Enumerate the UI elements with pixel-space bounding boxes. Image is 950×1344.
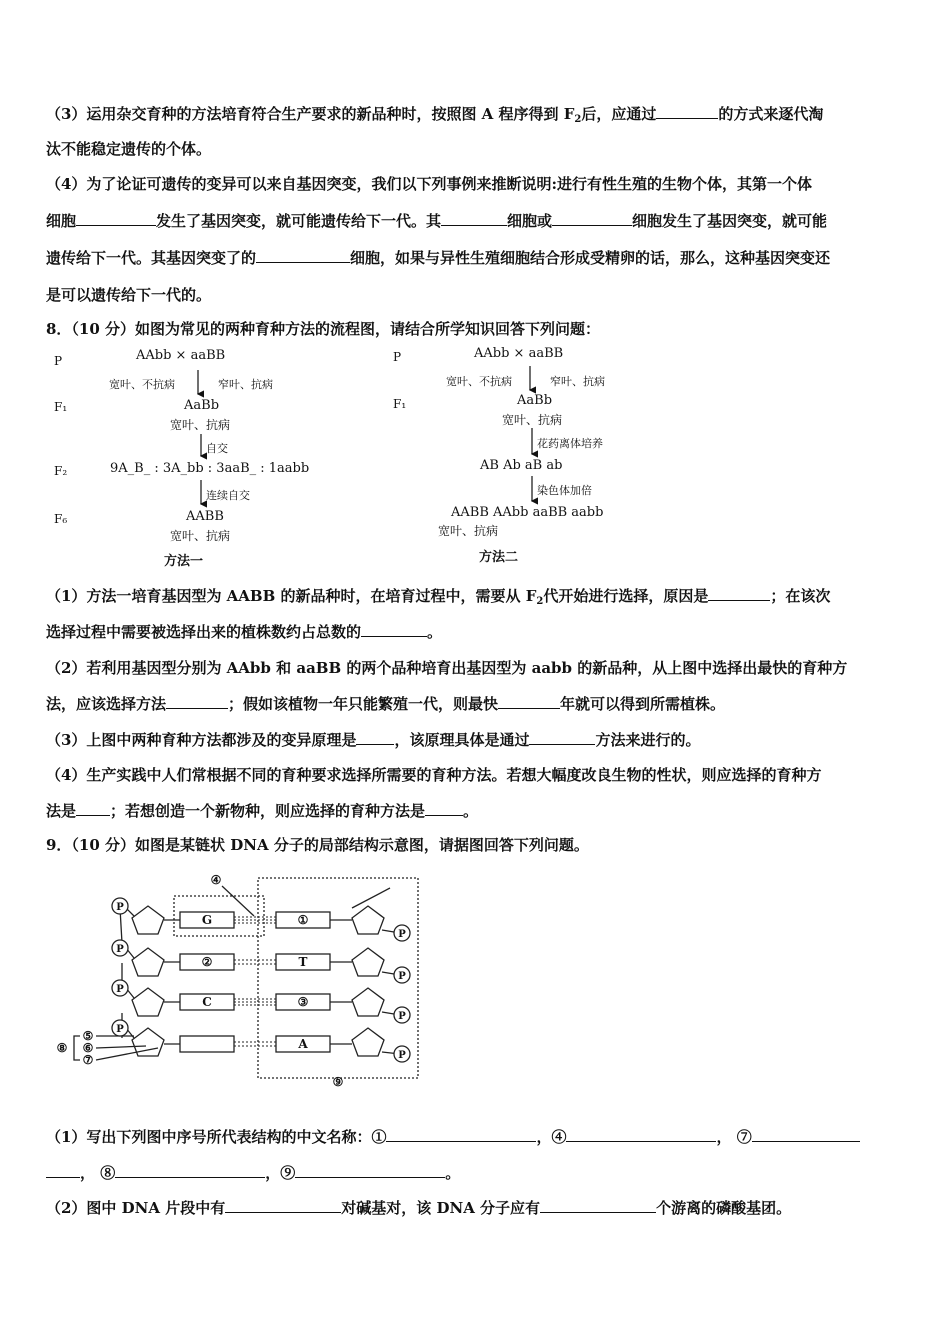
- sugar-1: [132, 906, 164, 934]
- q8-sub3: （3）上图中两种育种方法都涉及的变异原理是 ，该原理具体是通过 方法来进行的。: [46, 731, 701, 749]
- q9-title: 9．（10 分）如图是某链状 DNA 分子的局部结构示意图，请据图回答下列问题。: [46, 836, 589, 854]
- m1-step-selfing: 自交: [206, 442, 228, 455]
- answer-blank[interactable]: [46, 1163, 80, 1178]
- h-bonds-4: [234, 1042, 276, 1046]
- answer-blank[interactable]: [752, 1127, 860, 1142]
- m2-p-label: P: [393, 350, 402, 364]
- q7-part4-line1: （4）为了论证可遗传的变异可以来自基因突变，我们以下列事例来推断说明:进行有性生殖的生物个体，其第一个体: [46, 175, 812, 193]
- phosphate-label: P: [398, 971, 406, 982]
- q8-sub4-line1: （4）生产实践中人们常根据不同的育种要求选择所需要的育种方法。若想大幅度改良生物的性状，则应选择的育种方: [46, 766, 822, 784]
- left-backbone: [120, 908, 122, 1038]
- m1-f2-ratio: 9A_B_ : 3A_bb : 3aaB_ : 1aabb: [110, 461, 310, 476]
- h-bonds-1: [234, 917, 276, 923]
- answer-blank[interactable]: [529, 730, 595, 745]
- label-7: ⑦: [82, 1053, 94, 1067]
- m1-f1-genotype: AaBb: [184, 398, 220, 413]
- m2-gametes: AB Ab aB ab: [480, 458, 563, 473]
- m2-f1-genotype: AaBb: [517, 393, 553, 408]
- m1-f1-phenotype: 宽叶、抗病: [170, 418, 231, 432]
- m1-p-label: P: [54, 354, 63, 368]
- q8-sub1-line2: 选择过程中需要被选择出来的植株数约占总数的 。: [46, 623, 443, 641]
- m2-parent-left-phenotype: 宽叶、不抗病: [446, 375, 512, 388]
- label-8: ⑧: [56, 1041, 68, 1055]
- dna-structure-diagram: [50, 868, 430, 1090]
- base-3-label: ③: [297, 995, 309, 1009]
- phosphate-label: P: [116, 944, 124, 955]
- m1-f6-phenotype: 宽叶、抗病: [170, 529, 231, 543]
- answer-blank[interactable]: [76, 801, 110, 816]
- m2-step-doubling: 染色体加倍: [537, 484, 592, 497]
- sugar-6: [352, 948, 384, 976]
- q9-sub2: （2）图中 DNA 片段中有 对碱基对，该 DNA 分子应有 个游离的磷酸基团。: [46, 1199, 792, 1217]
- base-a-label: A: [298, 1037, 308, 1051]
- base-box-blank: [180, 1036, 234, 1052]
- right-top-tail: [352, 888, 390, 908]
- q7-part4-line3: 遗传给下一代。其基因突变了的 细胞，如果与异性生殖细胞结合形成受精卵的话，那么，这种基因突变还: [46, 249, 831, 267]
- base-c-label: C: [202, 995, 212, 1009]
- m2-parent-right-phenotype: 窄叶、抗病: [550, 375, 605, 388]
- phosphate-label: P: [398, 929, 406, 940]
- answer-blank[interactable]: [166, 694, 228, 709]
- q9-sub1-line1: （1）写出下列图中序号所代表结构的中文名称：① ，④ ， ⑦: [46, 1127, 860, 1147]
- m1-parent-left-phenotype: 宽叶、不抗病: [109, 378, 175, 391]
- m1-f1-label: F₁: [54, 400, 68, 414]
- q7-part4-line2: 细胞 发生了基因突变，就可能遗传给下一代。其 细胞或 细胞发生了基因突变，就可能: [46, 212, 828, 230]
- dotted-box-4: [174, 896, 264, 936]
- label-6: ⑥: [82, 1041, 94, 1055]
- m2-step-anther-culture: 花药离体培养: [537, 437, 603, 450]
- bracket-8: [74, 1036, 80, 1060]
- answer-blank[interactable]: [225, 1198, 341, 1213]
- base-t-label: T: [298, 955, 308, 969]
- phosphate-label: P: [398, 1050, 406, 1061]
- phosphate-label: P: [116, 902, 124, 913]
- label-5: ⑤: [82, 1029, 94, 1043]
- q8-sub4-line2: 法是 ；若想创造一个新物种，则应选择的育种方法是 。: [46, 802, 479, 820]
- answer-blank[interactable]: [356, 730, 394, 745]
- answer-blank[interactable]: [498, 694, 560, 709]
- flowchart-arrows: [0, 0, 950, 600]
- m1-f2-label: F₂: [54, 464, 68, 478]
- m2-method-label: 方法二: [479, 550, 519, 565]
- q8-sub2-line2: 法，应该选择方法 ；假如该植物一年只能繁殖一代，则最快 年就可以得到所需植株。: [46, 695, 726, 713]
- phosphate-label: P: [116, 984, 124, 995]
- phosphate-label: P: [116, 1024, 124, 1035]
- q8-sub2-line1: （2）若利用基因型分别为 AAbb 和 aaBB 的两个品种培育出基因型为 aabb 的新品种，从上图中选择出最快的育种方: [46, 659, 848, 677]
- m1-parent-right-phenotype: 窄叶、抗病: [218, 378, 273, 391]
- m2-f1-label: F₁: [393, 397, 407, 411]
- m1-f6-genotype: AABB: [186, 509, 224, 524]
- m2-f1-phenotype: 宽叶、抗病: [502, 413, 563, 427]
- m1-step-continuous-selfing: 连续自交: [206, 489, 250, 502]
- sugar-2: [132, 948, 164, 976]
- q9-sub1-line2: ， ⑧ ，⑨ 。: [46, 1163, 460, 1183]
- sugar-8: [352, 1028, 384, 1056]
- q7-part3-line2: 汰不能稳定遗传的个体。: [46, 140, 212, 158]
- m2-parents: AAbb × aaBB: [474, 346, 564, 361]
- answer-blank[interactable]: [295, 1163, 445, 1178]
- label-4: ④: [210, 873, 222, 887]
- answer-blank[interactable]: [115, 1163, 265, 1178]
- m1-parents: AAbb × aaBB: [136, 348, 226, 363]
- answer-blank[interactable]: [361, 622, 427, 637]
- base-g-label: G: [201, 913, 213, 927]
- answer-blank[interactable]: [425, 801, 463, 816]
- m2-result-genotypes: AABB AAbb aaBB aabb: [451, 505, 604, 520]
- q8-title: 8．（10 分）如图为常见的两种育种方法的流程图，请结合所学知识回答下列问题：: [46, 320, 601, 338]
- m2-result-phenotype: 宽叶、抗病: [438, 524, 499, 538]
- q8-sub1-line1: （1）方法一培育基因型为 AABB 的新品种时，在培育过程中，需要从 $F_2$代开始进行选择，原因是 ；在该次: [46, 587, 831, 607]
- left-links: [126, 908, 134, 1038]
- right-base-connectors: [330, 920, 352, 1044]
- sugar-7: [352, 988, 384, 1016]
- right-links: [382, 930, 400, 1054]
- q7-part3-line1: （3）运用杂交育种的方法培育符合生产要求的新品种时，按照图 A 程序得到 $F_2$后，应通过 的方式来逐代淘: [46, 105, 824, 125]
- h-bonds-2: [234, 960, 276, 964]
- left-base-connectors: [164, 920, 180, 1044]
- answer-blank[interactable]: [386, 1127, 536, 1142]
- base-2-label: ②: [201, 955, 213, 969]
- q7-part4-line4: 是可以遗传给下一代的。: [46, 286, 212, 304]
- sugar-3: [132, 988, 164, 1016]
- sugar-5: [352, 906, 384, 934]
- m1-method-label: 方法一: [164, 554, 204, 569]
- answer-blank[interactable]: [540, 1198, 656, 1213]
- m1-f6-label: F₆: [54, 512, 68, 526]
- label-9: ⑨: [332, 1075, 344, 1089]
- phosphate-label: P: [398, 1011, 406, 1022]
- answer-blank[interactable]: [708, 586, 770, 601]
- answer-blank[interactable]: [566, 1127, 716, 1142]
- h-bonds-3: [234, 999, 276, 1005]
- base-1-label: ①: [297, 913, 309, 927]
